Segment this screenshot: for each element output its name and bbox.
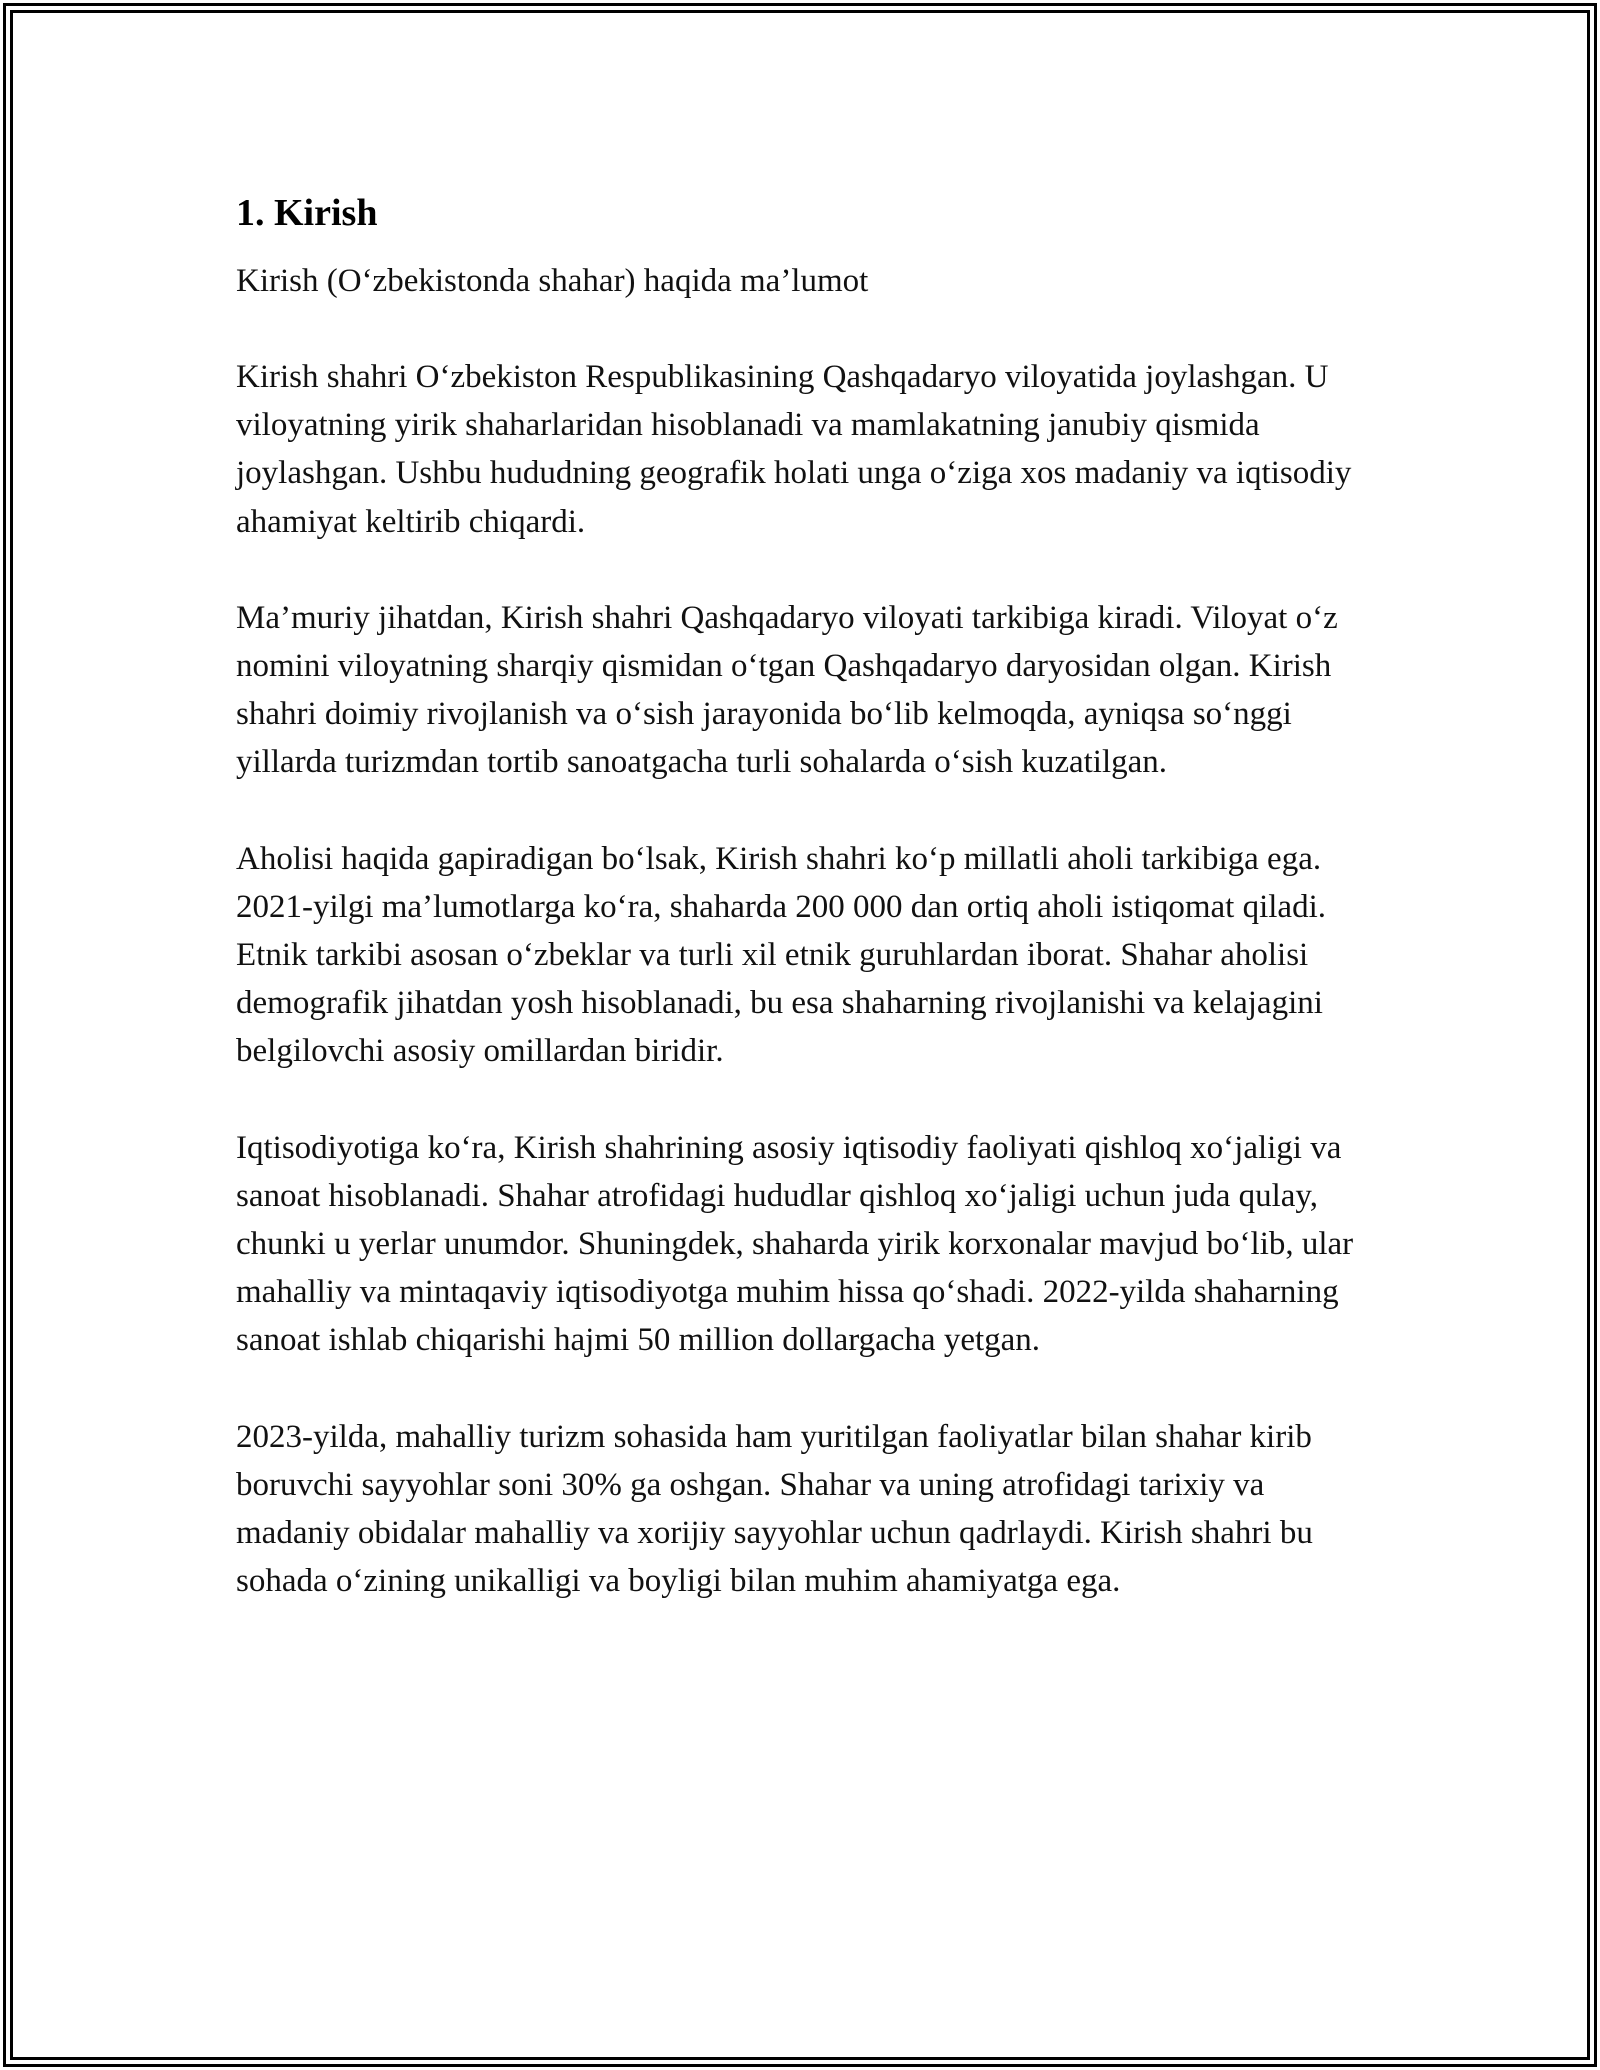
paragraph-economy: Iqtisodiyotiga ko‘ra, Kirish shahrining asosiy iqtisodiy faoliyati qishloq xo‘jaligi va sanoat hisoblanadi. Shahar atrofidagi hududlar qishloq xo‘jaligi uchun juda qulay, chunki u yerlar unumdor. Shuningdek, shaharda yirik korxonalar mavjud bo‘lib, ular mahalliy va mintaqaviy iqtisodiyotga muhim hissa qo‘shadi. 2022-yilda shaharning sanoat ishlab chiqarishi hajmi 50 million dollargacha yetgan. bbox=[236, 1129, 1354, 1359]
paragraph-population: Aholisi haqida gapiradigan bo‘lsak, Kirish shahri ko‘p millatli aholi tarkibiga ega. 2021-yilgi ma’lumotlarga ko‘ra, shaharda 200 000 dan ortiq aholi istiqomat qiladi. Etnik tarkibi asosan o‘zbeklar va turli xil etnik guruhlardan iborat. Shahar aholisi demografik jihatdan yosh hisoblanadi, bu esa shaharning rivojlanishi va kelajagini belgilovchi asosiy omillardan biridir. bbox=[236, 840, 1326, 1070]
section-heading: 1. Kirish bbox=[236, 192, 378, 234]
paragraph-administration: Ma’muriy jihatdan, Kirish shahri Qashqadaryo viloyati tarkibiga kiradi. Viloyat o‘z nomini viloyatning sharqiy qismidan o‘tgan Qashqadaryo daryosidan olgan. Kirish shahri doimiy rivojlanish va o‘sish jarayonida bo‘lib kelmoqda, ayniqsa so‘nggi yillarda turizmdan tortib sanoatgacha turli sohalarda o‘sish kuzatilgan. bbox=[236, 599, 1338, 781]
document-body bbox=[236, 183, 1364, 1605]
paragraph-tourism: 2023-yilda, mahalliy turizm sohasida ham yuritilgan faoliyatlar bilan shahar kirib boruvchi sayyohlar soni 30% ga oshgan. Shahar va uning atrofidagi tarixiy va madaniy obidalar mahalliy va xorijiy sayyohlar uchun qadrlaydi. Kirish shahri bu sohada o‘zining unikalligi va boyligi bilan muhim ahamiyatga ega. bbox=[236, 1418, 1313, 1600]
paragraph-location: Kirish shahri O‘zbekiston Respublikasining Qashqadaryo viloyatida joylashgan. U viloyatning yirik shaharlaridan hisoblanadi va mamlakatning janubiy qismida joylashgan. Ushbu hududning geografik holati unga o‘ziga xos madaniy va iqtisodiy ahamiyat keltirib chiqardi. bbox=[236, 359, 1352, 540]
section-subtitle: Kirish (O‘zbekistonda shahar) haqida ma’lumot bbox=[236, 263, 869, 299]
